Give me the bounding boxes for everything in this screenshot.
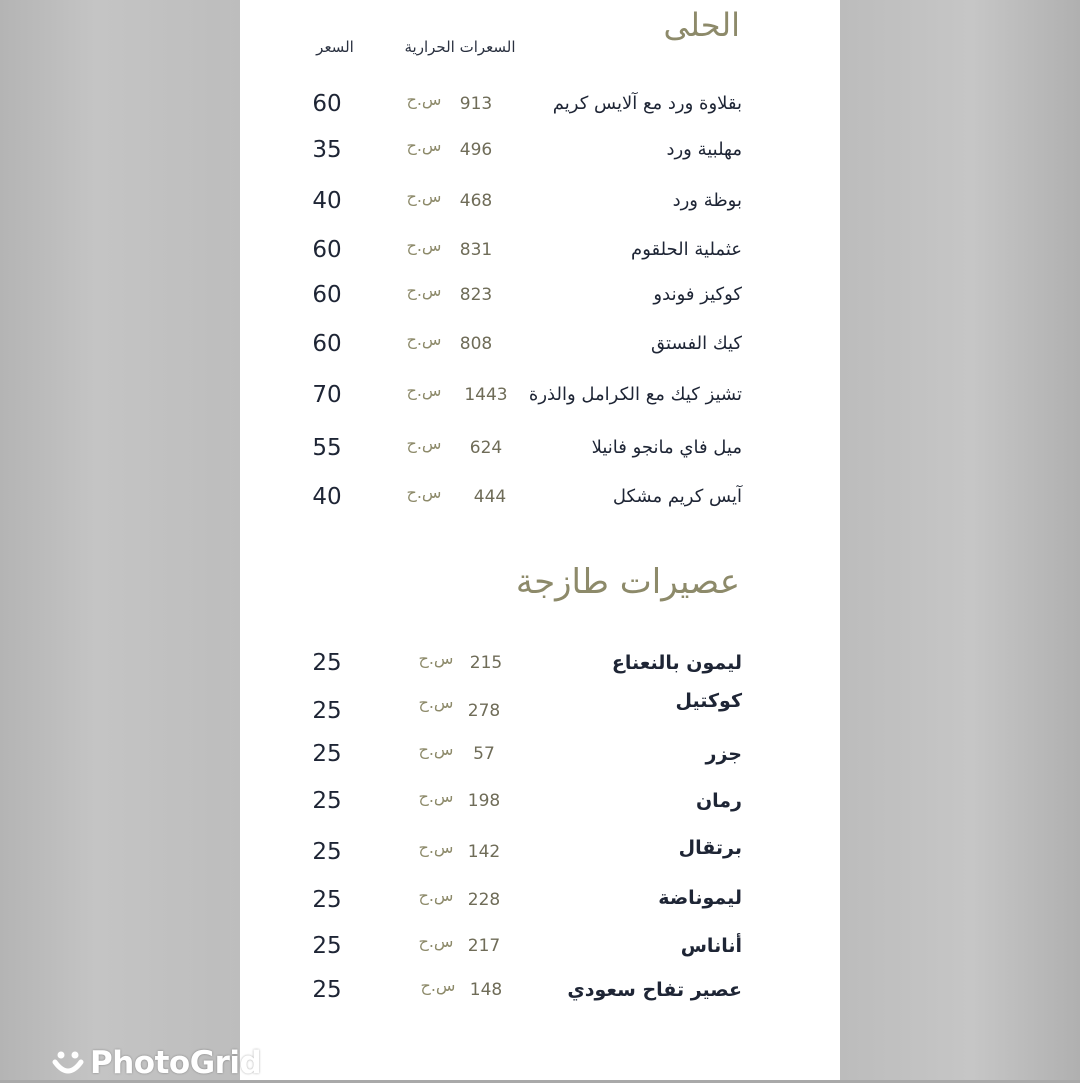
dessert-row	[240, 280, 840, 310]
item-calories: 148	[469, 980, 503, 1000]
calorie-unit: س.ح	[406, 187, 442, 206]
calorie-unit: س.ح	[406, 381, 442, 400]
juices-title: عصيرات طازجة	[515, 562, 740, 602]
item-price: 25	[312, 741, 342, 767]
item-price: 40	[312, 188, 342, 214]
dessert-row	[240, 329, 840, 359]
item-price: 60	[312, 331, 342, 357]
item-name: ليمون بالنعناع	[611, 652, 742, 674]
calorie-unit: س.ح	[418, 787, 454, 806]
item-calories: 913	[459, 94, 493, 114]
item-price: 35	[312, 137, 342, 163]
item-calories: 808	[459, 334, 493, 354]
item-name: آيس كريم مشكل	[612, 486, 742, 507]
item-price: 40	[312, 484, 342, 510]
item-name: بوظة ورد	[672, 190, 742, 211]
calorie-unit: س.ح	[420, 976, 456, 995]
calorie-unit: س.ح	[418, 693, 454, 712]
item-calories: 278	[467, 701, 501, 721]
item-price: 25	[312, 788, 342, 814]
calorie-unit: س.ح	[406, 330, 442, 349]
dessert-row	[240, 89, 840, 119]
juice-row	[240, 690, 840, 726]
calories-column-header: السعرات الحرارية	[404, 38, 516, 56]
calorie-unit: س.ح	[418, 932, 454, 951]
item-calories: 1443	[464, 385, 508, 405]
item-calories: 228	[467, 890, 501, 910]
calorie-unit: س.ح	[418, 740, 454, 759]
item-calories: 468	[459, 191, 493, 211]
right-blurred-background	[840, 0, 1080, 1080]
calorie-unit: س.ح	[418, 649, 454, 668]
calorie-unit: س.ح	[406, 236, 442, 255]
item-price: 60	[312, 91, 342, 117]
juice-row	[240, 885, 840, 915]
photogrid-watermark	[52, 1043, 261, 1083]
watermark-text: PhotoGrid	[90, 1045, 262, 1081]
calorie-unit: س.ح	[418, 886, 454, 905]
juice-row	[240, 648, 840, 678]
dessert-row	[240, 135, 840, 165]
item-name: جزر	[705, 743, 742, 765]
item-name: كوكتيل	[675, 690, 742, 712]
smiley-icon	[52, 1047, 84, 1079]
item-calories: 217	[467, 936, 501, 956]
item-name: رمان	[695, 790, 742, 812]
item-calories: 57	[473, 744, 495, 764]
item-price: 60	[312, 237, 342, 263]
calorie-unit: س.ح	[406, 281, 442, 300]
juice-row	[240, 837, 840, 867]
item-price: 55	[312, 435, 342, 461]
menu-page	[240, 0, 840, 1080]
item-name: برتقال	[678, 837, 742, 859]
item-name: كوكيز فوندو	[653, 284, 742, 305]
dessert-row	[240, 186, 840, 216]
dessert-row	[240, 482, 840, 512]
item-price: 25	[312, 933, 342, 959]
calorie-unit: س.ح	[418, 838, 454, 857]
item-name: ميل فاي مانجو فانيلا	[591, 437, 742, 458]
desserts-title: الحلى	[663, 6, 740, 44]
item-name: عصير تفاح سعودي	[567, 979, 742, 1001]
item-price: 25	[312, 650, 342, 676]
calorie-unit: س.ح	[406, 434, 442, 453]
item-name: تشيز كيك مع الكرامل والذرة	[528, 384, 742, 405]
item-calories: 624	[469, 438, 503, 458]
item-price: 25	[312, 839, 342, 865]
item-calories: 444	[473, 487, 507, 507]
item-name: ليموناضة	[658, 887, 742, 909]
item-price: 60	[312, 282, 342, 308]
item-price: 25	[312, 698, 342, 724]
dessert-row	[240, 433, 840, 463]
item-price: 25	[312, 977, 342, 1003]
left-blurred-background	[0, 0, 240, 1080]
item-calories: 823	[459, 285, 493, 305]
dessert-row	[240, 235, 840, 265]
item-calories: 198	[467, 791, 501, 811]
item-calories: 496	[459, 140, 493, 160]
item-price: 25	[312, 887, 342, 913]
item-name: كيك الفستق	[651, 333, 742, 354]
juice-row	[240, 739, 840, 769]
item-name: أناناس	[680, 935, 742, 957]
item-price: 70	[312, 382, 342, 408]
calorie-unit: س.ح	[406, 136, 442, 155]
item-name: مهلبية ورد	[666, 139, 742, 160]
item-calories: 831	[459, 240, 493, 260]
dessert-row	[240, 380, 840, 410]
calorie-unit: س.ح	[406, 483, 442, 502]
juice-row	[240, 786, 840, 816]
item-calories: 215	[469, 653, 503, 673]
juice-row	[240, 975, 840, 1005]
item-calories: 142	[467, 842, 501, 862]
calorie-unit: س.ح	[406, 90, 442, 109]
item-name: عثملية الحلقوم	[631, 239, 742, 260]
price-column-header: السعر	[316, 38, 354, 56]
juice-row	[240, 931, 840, 961]
item-name: بقلاوة ورد مع آلايس كريم	[552, 93, 742, 114]
